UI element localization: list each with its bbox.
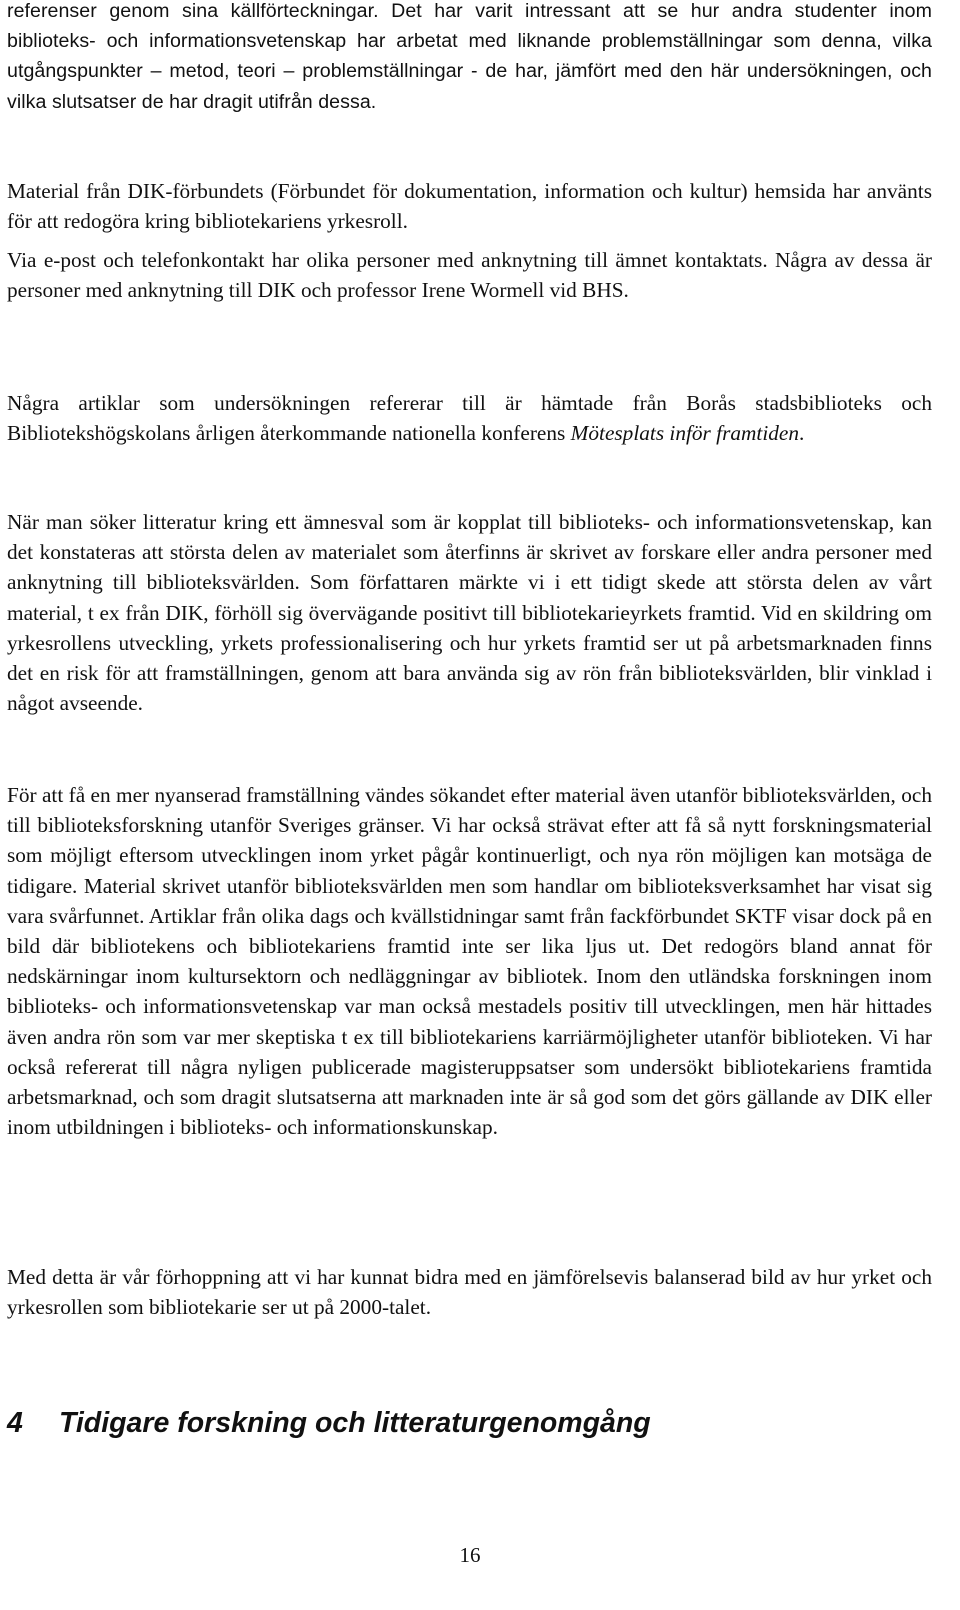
paragraph-text: Några artiklar som undersökningen refererar till är hämtade från Borås stadsbiblioteks och Bibliotekshögskolans årligen återkommande nationella konferens xyxy=(7,391,932,446)
body-paragraph: Med detta är vår förhoppning att vi har kunnat bidra med en jämförelsevis balanserad bild av hur yrket och yrkesrollen som bibliotekarie ser ut på 2000-talet. xyxy=(7,1265,932,1320)
section-title: Tidigare forskning och litteraturgenomgång xyxy=(59,1407,651,1439)
body-paragraph: När man söker litteratur kring ett ämnesval som är kopplat till biblioteks- och informationsvetenskap, kan det konstateras att största delen av materialet som återfinns är skrivet av forskare eller andra personer med anknytning till biblioteksvärlden. Som författaren märkte vi i ett tidigt skede att största delen av vårt material, t ex från DIK, förhöll sig övervägande positivt till bibliotekarieyrkets framtid. Vid en skildring om yrkesrollens utveckling, yrkets professionalisering och hur yrkets framtid ser ut på arbetsmarknaden finns det en risk för att framställningen, genom att bara använda sig av rön från biblioteksvärlden, blir vinklad i något avseende. xyxy=(7,510,932,716)
body-paragraph: Via e-post och telefonkontakt har olika personer med anknytning till ämnet kontaktats. Några av dessa är personer med anknytning till DIK och professor Irene Wormell vid BHS. xyxy=(7,248,932,303)
body-paragraph: referenser genom sina källförteckningar. Det har varit intressant att se hur andra studenter inom biblioteks- och informationsvetenskap har arbetat med liknande problemställningar som denna, vilka utgångspunkter – metod, teori – problemställningar - de har, jämfört med den här undersökningen, och vilka slutsatser de har dragit utifrån dessa. xyxy=(7,0,932,113)
body-paragraph: Material från DIK-förbundets (Förbundet för dokumentation, information och kultur) hemsida har använts för att redogöra kring bibliotekariens yrkesroll. xyxy=(7,179,932,234)
paragraph-text-end: . xyxy=(799,421,805,446)
body-paragraph: För att få en mer nyanserad framställning vändes sökandet efter material även utanför biblioteksvärlden, och till biblioteksforskning utanför Sveriges gränser. Vi har också strävat efter att få så nytt forskningsmaterial som möjligt eftersom utvecklingen inom yrket pågår kontinuerligt, och nya rön möjligen kan motsäga de tidigare. Material skrivet utanför biblioteksvärlden men som handlar om biblioteksverksamhet har visat sig vara svårfunnet. Artiklar från olika dags och kvällstidningar samt från fackförbundet SKTF visar dock på en bild där bibliotekens och bibliotekariens framtid inte ser lika ljus ut. Det redogörs bland annat för nedskärningar inom kultursektorn och nedläggningar av bibliotek. Inom den utländska forskningen inom biblioteks- och informationsvetenskap var man också mestadels positiv till utvecklingen, men här hittades även andra rön som var mer skeptiska t ex till bibliotekariens karriärmöjligheter utanför biblioteken. Vi har också refererat till några nyligen publicerade magisteruppsatser som undersökt bibliotekariens framtida arbetsmarknad, och som dragit slutsatserna att marknaden inte är så god som det görs gällande av DIK eller inom utbildningen i biblioteks- och informationskunskap. xyxy=(7,783,932,1140)
emphasized-title: Mötesplats inför framtiden xyxy=(570,421,799,446)
body-paragraph xyxy=(7,388,932,448)
page-number: 16 xyxy=(459,1543,481,1567)
section-number: 4 xyxy=(7,1407,23,1439)
section-heading xyxy=(7,1405,651,1441)
